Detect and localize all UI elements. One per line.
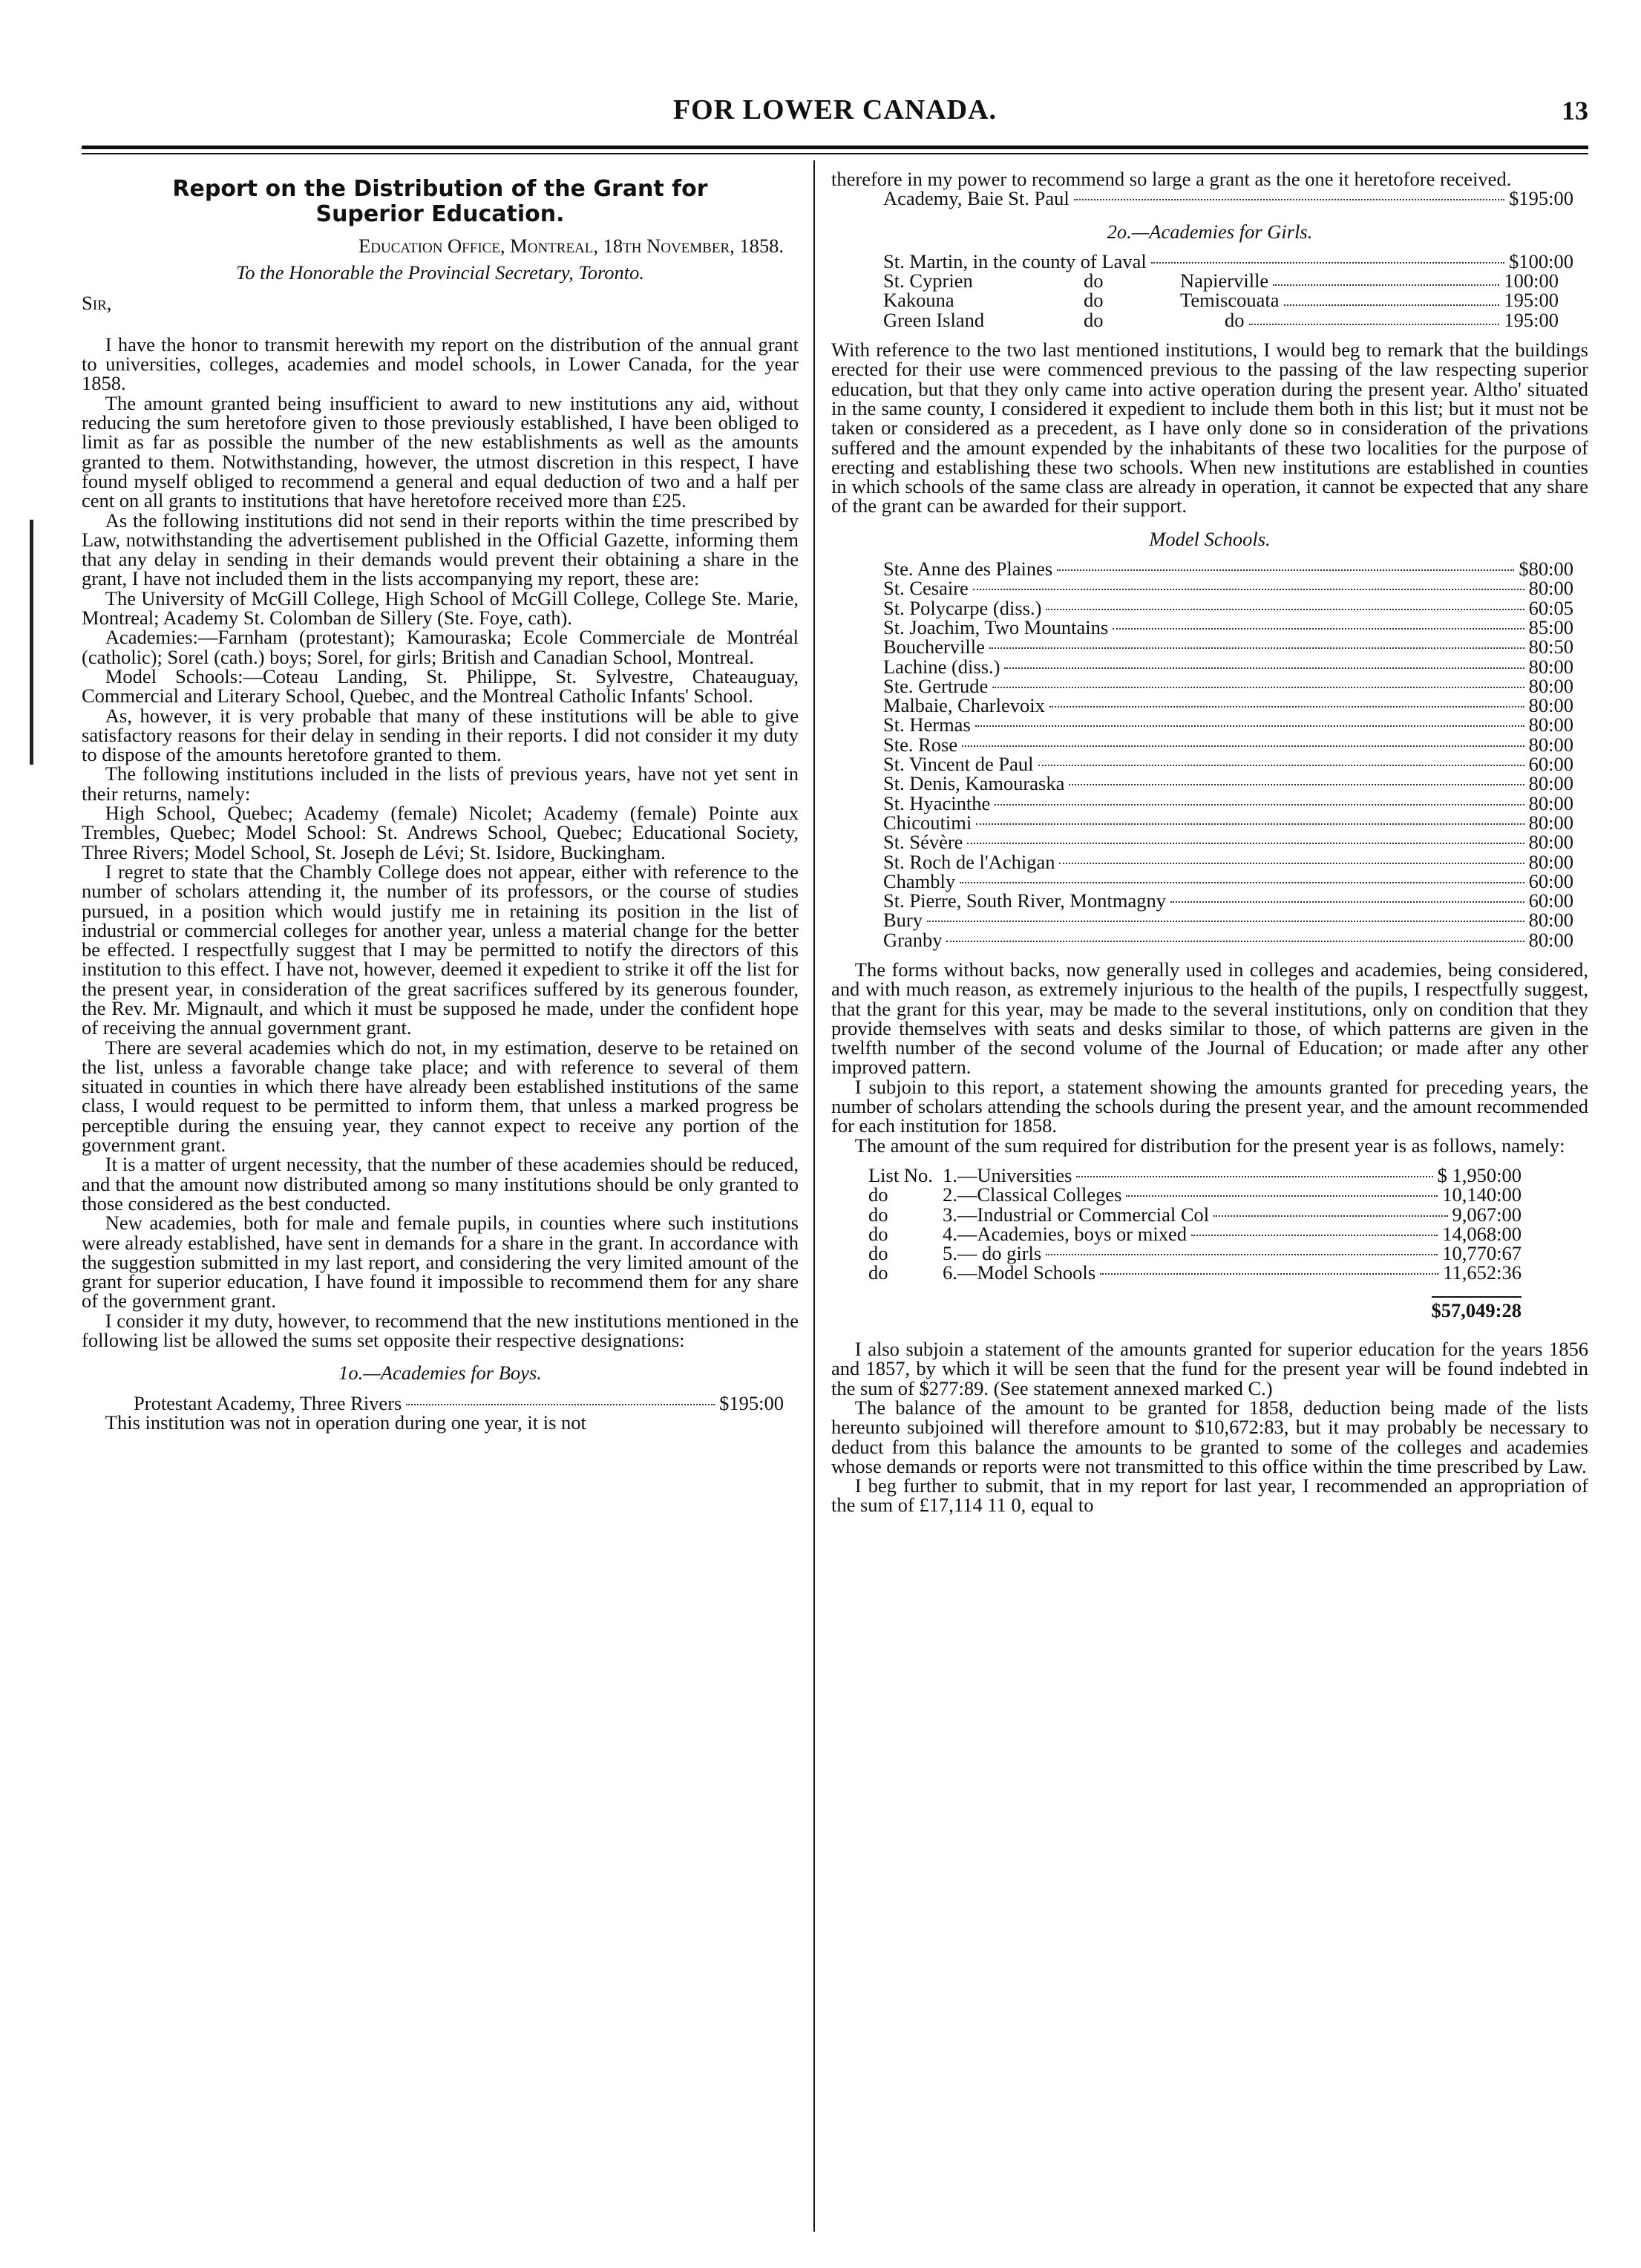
list-row [831,1224,1588,1244]
leader-dots [975,725,1524,727]
list-prefix: List No. [868,1163,933,1186]
model-school-row [831,891,1588,910]
school-amount: $80:00 [1519,558,1573,581]
paragraph: The amount of the sum required for distribution for the present year is as follows, namely: [854,1134,1565,1157]
leader-dots [1057,569,1514,571]
paragraph: As the following institutions did not send in their reports within the time prescribed by Law, notwithstanding the advertisement published in the Official Gazette, informing them that any delay in sending in their demands would prevent their obtaining a share in the grant, I have not included them in the lists accompanying my report, these are: [82,509,799,590]
school-amount: 80:00 [1528,655,1573,678]
leader-dots [1038,765,1524,766]
leader-dots [1284,286,1500,305]
entry-amount: 100:00 [1504,269,1559,293]
list-label: 4.—Academies, boys or mixed [943,1222,1187,1245]
leader-dots [995,804,1524,805]
model-school-row [831,909,1588,932]
leader-dots [1170,901,1524,903]
list-prefix: do [868,1203,888,1226]
leader-dots [962,745,1524,747]
school-name: Ste. Anne des Plaines [883,558,1053,581]
paragraph: The forms without backs, now generally used in colleges and academies, being considered, and with much reason, as extremely injurious to the health of the pupils, I respectfully suggest, that the grant for this year, may be made to the several institutions, only on condition that they provide themselves with seats and desks similar to those, of which patterns are given in the twelfth number of the second volume of the Journal of Education; or made after any other improved pattern. [831,958,1588,1079]
paragraph: There are several academies which do not, in my estimation, deserve to be retained on the list, unless a favorable change take place; and with reference to several of them situated in counties in which there have already been established institutions of the same class, I would request to be permitted to inform them, that unless a marked progress be perceptible during the ensuing year, they cannot expect to receive any portion of the government grant. [82,1036,799,1157]
grant-entry [82,1393,799,1413]
model-school-row [831,696,1588,715]
paragraph: New academies, both for male and female pupils, in counties where such institutions were already established, have sent in demands for a share in the grant. In accordance with the suggestion submitted in my last report, and considering the very limited amount of the grant for superior education, I have found it impossible to recommend them for any share of the government grant. [82,1212,799,1313]
paragraph: The balance of the amount to be granted for 1858, deduction being made of the lists hereunto subjoined will therefore amount to $10,672:83, but it may probably be necessary to deduct from this balance the amounts to be granted to some of the colleges and academies whose demands or reports were not transmitted to this office within the time prescribed by Law. [831,1396,1588,1477]
entry-ditto: do [1084,308,1104,331]
leader-dots [973,589,1524,590]
school-name: Boucherville [883,635,985,658]
school-name: Bury [883,909,923,932]
paragraph: This institution was not in operation during one year, it is not [105,1411,586,1434]
header-rule-thick [82,146,1588,149]
model-school-row [831,791,1588,814]
leader-dots [1100,1273,1438,1275]
model-school-row [831,735,1588,754]
leader-dots [1046,1254,1438,1255]
school-name: St. Hermas [883,713,971,736]
leader-dots [1113,628,1524,630]
distribution-lists [831,1163,1588,1284]
paragraph: The amount granted being insufficient to award to new institutions any aid, without reducing the sum heretofore given to those previously established, I have been obliged to limit as far as possible the number of the new establishments as well as the amounts granted to them. Notwithstanding, however, the utmost discretion in this respect, I have found myself obliged to recommend a general and equal deduction of two and a half per cent on all grants to institutions that have heretofore received more than £25. [82,391,799,512]
column-divider [813,160,815,2232]
list-label: 6.—Model Schools [943,1261,1096,1284]
distribution-total [831,1296,1588,1320]
leader-dots [1076,1176,1432,1177]
leader-dots [1249,306,1500,325]
school-amount: 80:00 [1528,909,1573,932]
leader-dots [992,687,1524,688]
school-amount: 80:50 [1528,635,1573,658]
left-column [82,169,799,1432]
model-school-row [831,754,1588,774]
school-amount: 80:00 [1528,694,1573,717]
paragraph: The following institutions included in the lists of previous years, have not yet sent in their returns, namely: [82,762,799,805]
school-amount: 80:00 [1528,831,1573,854]
school-amount: 80:00 [1528,577,1573,600]
grant-entry [831,310,1588,330]
paragraph: I regret to state that the Chambly College does not appear, either with reference to the number of scholars attending it, the number of its professors, or the course of studies pursued, in a position which would justify me in retaining its position in the list of industrial or commercial colleges for another year, unless a material change for the better be effected. I respectfully suggest that I may be permitted to notify the directors of this institution to this effect. I have not, however, deemed it expedient to strike it off the list for the present year, in consideration of the great sacrifices suffered by its generous founder, the Rev. Mr. Mignault, and which it must be supposed he made, under the confident hope of receiving the annual government grant. [82,860,799,1039]
school-amount: 80:00 [1528,772,1573,795]
leader-dots [967,843,1524,844]
page-number: 13 [1562,96,1588,125]
school-amount: 80:00 [1528,811,1573,834]
leader-dots [1191,1235,1438,1236]
entry-ditto: do [1084,289,1104,312]
model-school-row [831,615,1588,638]
paragraph: I consider it my duty, however, to recommend that the new institutions mentioned in the following list be allowed the sums set opposite their respective designations: [82,1309,799,1352]
subhead-model-schools: Model Schools. [1149,527,1271,550]
entry-amount: 195:00 [1504,289,1559,312]
leader-dots [1004,667,1524,669]
leader-dots [1074,199,1504,200]
school-amount: 80:00 [1528,791,1573,814]
report-heading [82,177,799,227]
paragraph: I subjoin to this report, a statement showing the amounts granted for preceding years, the number of scholars attending the schools during the present year, and the amount recommended for each institution for 1858. [831,1075,1588,1137]
leader-dots [406,1404,715,1405]
school-amount: 80:00 [1528,850,1573,873]
list-amount: 9,067:00 [1452,1203,1522,1226]
school-name: St. Hyacinthe [883,791,991,814]
model-school-row [831,930,1588,950]
list-prefix: do [868,1242,888,1265]
school-amount: 85:00 [1528,615,1573,638]
entry-amount: $100:00 [1509,249,1573,272]
list-label: 3.—Industrial or Commercial Col [943,1203,1210,1226]
leader-dots [1059,863,1524,864]
list-row [831,1263,1588,1282]
list-row [831,1244,1588,1263]
county-name: Temiscouata [1180,289,1280,312]
subhead-academies-girls: 2o.—Academies for Girls. [1107,220,1313,243]
list-amount: $ 1,950:00 [1437,1163,1522,1186]
entry-county [1180,310,1559,330]
dateline: Education Office, Montreal, 18th November, 1858. [358,235,784,257]
paragraph: I beg further to submit, that in my report for last year, I recommended an appropriation of the sum of £17,114 11 0, equal to [831,1474,1588,1517]
paragraph: It is a matter of urgent necessity, that the number of these academies should be reduced, and that the amount now distributed among so many institutions should be only granted to those considered as the best conducted. [82,1153,799,1215]
leader-dots [960,882,1524,883]
paragraph: I have the honor to transmit herewith my report on the distribution of the annual grant to universities, colleges, academies and model schools, in Lower Canada, for the year 1858. [82,333,799,395]
total-amount: $57,049:28 [1432,1296,1522,1320]
entry-amount: $195:00 [1509,187,1573,210]
leader-dots [976,823,1524,825]
list-amount: 11,652:36 [1443,1261,1522,1284]
school-name: St. Sévère [883,831,963,854]
school-amount: 80:00 [1528,713,1573,736]
model-school-row [831,869,1588,892]
model-school-row [831,852,1588,872]
model-school-row [831,813,1588,832]
entry-name: Kakouna [883,289,954,312]
entry-ditto: do [1084,269,1104,293]
school-amount: 60:05 [1528,596,1573,619]
address-line: To the Honorable the Provincial Secretary, Toronto. [235,261,645,284]
leader-dots [1273,267,1499,286]
list-label: 1.—Universities [943,1163,1072,1186]
list-amount: 14,068:00 [1442,1222,1522,1245]
distribution-total-wrap [831,1296,1588,1320]
model-school-row [831,832,1588,852]
school-amount: 60:00 [1528,889,1573,912]
school-name: St. Roch de l'Achigan [883,850,1055,873]
list-amount: 10,770:67 [1442,1242,1522,1265]
school-name: Chambly [883,869,956,892]
list-label: 5.— do girls [943,1242,1042,1265]
model-schools-list [831,559,1588,950]
grant-entry [831,189,1588,208]
school-name: Ste. Gertrude [883,674,989,697]
running-header [82,94,1588,138]
report-heading-line-2: Superior Education. [315,201,565,227]
model-school-row [831,578,1588,598]
entry-name: Academy, Baie St. Paul [883,187,1070,210]
paragraph: therefore in my power to recommend so large a grant as the one it heretofore received. [831,168,1512,190]
paragraph: With reference to the two last mentioned institutions, I would beg to remark that the buildings erected for their use were commenced previous to the passing of the law respecting superior education, but that they only came into active operation during the present year. Altho' situated in the same county, I considered it expedient to include them both in this list; but it must not be taken or considered as a precedent, as I have only done so in consideration of the privations suffered and the amount expended by the inhabitants of these two localities for the purpose of erecting and establishing these two schools. When new institutions are established in counties in which schools of the same class are already in operation, it cannot be expected that any share of the grant can be awarded for their support. [831,339,1588,517]
salutation: Sir, [82,291,112,314]
school-name: Ste. Rose [883,733,958,756]
list-row [831,1163,1588,1186]
county-name: do [1225,308,1245,331]
school-amount: 60:00 [1528,869,1573,892]
school-name: Lachine (diss.) [883,655,1000,678]
school-name: Granby [883,928,943,951]
model-school-row [831,558,1588,581]
running-title: FOR LOWER CANADA. [672,94,998,125]
school-name: St. Cesaire [883,577,969,600]
list-row [831,1185,1588,1204]
entry-name: Protestant Academy, Three Rivers [134,1391,402,1414]
leader-dots [1046,609,1524,610]
model-school-row [831,657,1588,676]
school-name: St. Vincent de Paul [883,753,1034,776]
school-amount: 80:00 [1528,674,1573,697]
entry-name: Green Island [883,308,985,331]
subhead-academies-boys: 1o.—Academies for Boys. [338,1362,542,1385]
school-name: Malbaie, Charlevoix [883,694,1045,717]
school-name: St. Pierre, South River, Montmagny [883,889,1166,912]
list-prefix: do [868,1222,888,1245]
leader-dots [1151,262,1504,264]
list-amount: 10,140:00 [1442,1183,1522,1206]
paragraph: As, however, it is very probable that many of these institutions will be able to give satisfactory reasons for their delay in sending in their reports. I did not consider it my duty to dispose of the amounts heretofore granted to them. [82,704,799,766]
model-school-row [831,715,1588,734]
model-school-row [831,598,1588,618]
leader-dots [989,647,1524,649]
leader-dots [1126,1195,1438,1197]
school-name: St. Polycarpe (diss.) [883,596,1042,619]
leader-dots [1069,784,1524,785]
margin-mark [30,520,33,765]
school-amount: 80:00 [1528,733,1573,756]
right-column [831,169,1588,1515]
leader-dots [1213,1215,1447,1217]
report-heading-line-1: Report on the Distribution of the Grant for [172,176,708,202]
paragraph: The University of McGill College, High School of McGill College, College Ste. Marie, Montreal; Academy St. Colomban de Sillery (Ste. Foye, cath). [82,586,799,630]
list-prefix: do [868,1261,888,1284]
list-label: 2.—Classical Colleges [943,1183,1122,1206]
paragraph: High School, Quebec; Academy (female) Nicolet; Academy (female) Pointe aux Trembles, Quebec; Model School: St. Andrews School, Quebec; Educational Society, Three Rivers; Model School, St. Joseph de Lévi; St. Isidore, Buckingham. [82,802,799,863]
leader-dots [1049,706,1524,707]
entry-name: St. Cyprien [883,269,973,293]
paragraph: Academies:—Farnham (protestant); Kamouraska; Ecole Commerciale de Montréal (catholic); Sorel (cath.) boys; Sorel, for girls; British and Canadian School, Montreal. [82,626,799,668]
header-rule-thin [82,153,1588,154]
leader-dots [946,941,1524,942]
list-row [831,1205,1588,1224]
model-school-row [831,676,1588,696]
model-school-row [831,774,1588,793]
school-amount: 60:00 [1528,753,1573,776]
list-prefix: do [868,1183,888,1206]
school-name: St. Denis, Kamouraska [883,772,1065,795]
school-name: Chicoutimi [883,811,972,834]
county-name: Napierville [1180,269,1269,293]
school-amount: 80:00 [1528,928,1573,951]
school-name: St. Joachim, Two Mountains [883,615,1109,638]
model-school-row [831,637,1588,656]
entry-amount: $195:00 [719,1391,784,1414]
paragraph: Model Schools:—Coteau Landing, St. Philippe, St. Sylvestre, Chateauguay, Commercial and Literary School, Quebec, and the Montreal Catholic Infants' School. [82,664,799,707]
paragraph: I also subjoin a statement of the amounts granted for superior education for the years 1856 and 1857, by which it will be seen that the fund for the present year will be found indebted in the sum of $277:89. (See statement annexed marked C.) [831,1338,1588,1399]
leader-dots [927,921,1524,922]
entry-name: St. Martin, in the county of Laval [883,249,1147,272]
entry-amount: 195:00 [1504,308,1559,331]
